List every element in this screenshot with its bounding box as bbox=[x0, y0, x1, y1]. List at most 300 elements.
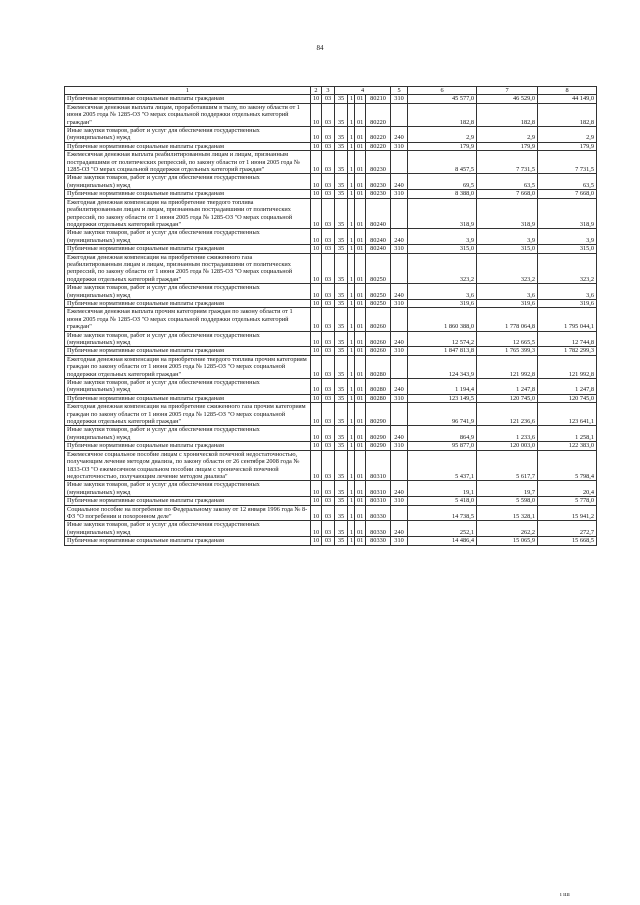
cell-name: Публичные нормативные социальные выплаты гражданам bbox=[65, 537, 311, 545]
cell-c6: 318,9 bbox=[408, 198, 477, 229]
cell-c5: 310 bbox=[391, 347, 408, 355]
cell-c3: 03 bbox=[322, 331, 335, 347]
cell-c4b: 1 bbox=[348, 450, 355, 481]
cell-c3: 03 bbox=[322, 394, 335, 402]
cell-c4c: 01 bbox=[355, 505, 366, 521]
cell-c5: 310 bbox=[391, 497, 408, 505]
cell-c8: 318,9 bbox=[538, 198, 597, 229]
table-row bbox=[65, 95, 597, 103]
page-number: 84 bbox=[316, 44, 324, 52]
cell-c4b: 1 bbox=[348, 229, 355, 245]
cell-c3: 03 bbox=[322, 142, 335, 150]
cell-c5: 310 bbox=[391, 299, 408, 307]
cell-c4c: 01 bbox=[355, 442, 366, 450]
cell-c4a: 35 bbox=[335, 253, 348, 284]
cell-c5: 240 bbox=[391, 284, 408, 300]
cell-c4a: 35 bbox=[335, 103, 348, 126]
cell-c5: 240 bbox=[391, 127, 408, 143]
cell-c3: 03 bbox=[322, 442, 335, 450]
cell-c2: 10 bbox=[311, 442, 322, 450]
cell-c4d: 80210 bbox=[366, 95, 391, 103]
cell-c3: 03 bbox=[322, 174, 335, 190]
cell-c4b: 1 bbox=[348, 284, 355, 300]
cell-c8: 319,6 bbox=[538, 299, 597, 307]
cell-c7: 120 003,0 bbox=[477, 442, 538, 450]
cell-c8: 315,0 bbox=[538, 245, 597, 253]
table-row bbox=[65, 403, 597, 426]
table-row bbox=[65, 299, 597, 307]
cell-c7: 1 233,6 bbox=[477, 426, 538, 442]
cell-c8: 44 149,0 bbox=[538, 95, 597, 103]
cell-c2: 10 bbox=[311, 379, 322, 395]
table-row bbox=[65, 450, 597, 481]
cell-c7: 121 992,8 bbox=[477, 355, 538, 378]
cell-c7: 3,6 bbox=[477, 284, 538, 300]
cell-c8: 323,2 bbox=[538, 253, 597, 284]
cell-c4b: 1 bbox=[348, 355, 355, 378]
table-row bbox=[65, 253, 597, 284]
cell-c7: 323,2 bbox=[477, 253, 538, 284]
cell-c4b: 1 bbox=[348, 299, 355, 307]
cell-c4c: 01 bbox=[355, 347, 366, 355]
cell-c4c: 01 bbox=[355, 103, 366, 126]
cell-c3: 03 bbox=[322, 355, 335, 378]
cell-c6: 179,9 bbox=[408, 142, 477, 150]
cell-c4b: 1 bbox=[348, 379, 355, 395]
cell-c4b: 1 bbox=[348, 103, 355, 126]
cell-c3: 03 bbox=[322, 481, 335, 497]
table-row bbox=[65, 394, 597, 402]
cell-name: Публичные нормативные социальные выплаты гражданам bbox=[65, 394, 311, 402]
cell-c3: 03 bbox=[322, 229, 335, 245]
cell-c7: 63,5 bbox=[477, 174, 538, 190]
cell-name: Иные закупки товаров, работ и услуг для обеспечения государственных (муниципальных) нужд bbox=[65, 521, 311, 537]
cell-c5: 310 bbox=[391, 95, 408, 103]
cell-c2: 10 bbox=[311, 253, 322, 284]
header-cell: 1 bbox=[65, 87, 311, 95]
cell-c7: 319,6 bbox=[477, 299, 538, 307]
cell-c4d: 80230 bbox=[366, 151, 391, 174]
table-row bbox=[65, 229, 597, 245]
cell-c4a: 35 bbox=[335, 308, 348, 331]
header-cell: 4 bbox=[335, 87, 391, 95]
cell-c4b: 1 bbox=[348, 308, 355, 331]
header-cell: 3 bbox=[322, 87, 335, 95]
cell-c3: 03 bbox=[322, 127, 335, 143]
cell-c7: 120 745,0 bbox=[477, 394, 538, 402]
cell-c4b: 1 bbox=[348, 190, 355, 198]
cell-c7: 7 731,5 bbox=[477, 151, 538, 174]
cell-name: Иные закупки товаров, работ и услуг для обеспечения государственных (муниципальных) нужд bbox=[65, 174, 311, 190]
cell-c5 bbox=[391, 253, 408, 284]
cell-c8: 7 731,5 bbox=[538, 151, 597, 174]
cell-c4c: 01 bbox=[355, 198, 366, 229]
cell-c8: 5 778,0 bbox=[538, 497, 597, 505]
table-row bbox=[65, 497, 597, 505]
cell-c4b: 1 bbox=[348, 481, 355, 497]
cell-c4d: 80250 bbox=[366, 253, 391, 284]
cell-c4c: 01 bbox=[355, 379, 366, 395]
cell-c2: 10 bbox=[311, 331, 322, 347]
cell-name: Публичные нормативные социальные выплаты гражданам bbox=[65, 245, 311, 253]
cell-c4a: 35 bbox=[335, 347, 348, 355]
cell-name: Ежемесячное социальное пособие лицам с хронической почечной недостаточностью, получающим лечение методом диализа, по закону области от 26 сентября 2008 года № 1833-ОЗ "О ежемесячном социальном пособии лицам с хронической почечной недостаточностью, получающим лечение методом диализа" bbox=[65, 450, 311, 481]
cell-c2: 10 bbox=[311, 355, 322, 378]
cell-c8: 182,8 bbox=[538, 103, 597, 126]
table-row bbox=[65, 442, 597, 450]
cell-c4b: 1 bbox=[348, 505, 355, 521]
cell-c2: 10 bbox=[311, 537, 322, 545]
cell-c5 bbox=[391, 505, 408, 521]
cell-c7: 3,9 bbox=[477, 229, 538, 245]
table-row bbox=[65, 355, 597, 378]
cell-name: Ежегодная денежная компенсация на приобретение твердого топлива прочим категориям граждан по закону области от 1 июня 2005 года № 1285-ОЗ "О мерах социальной поддержки отдельных категорий граждан" bbox=[65, 355, 311, 378]
cell-c7: 179,9 bbox=[477, 142, 538, 150]
cell-c4b: 1 bbox=[348, 331, 355, 347]
cell-c8: 1 247,8 bbox=[538, 379, 597, 395]
table-row bbox=[65, 284, 597, 300]
cell-c6: 319,6 bbox=[408, 299, 477, 307]
cell-c4d: 80280 bbox=[366, 379, 391, 395]
cell-c4c: 01 bbox=[355, 174, 366, 190]
cell-c5 bbox=[391, 450, 408, 481]
cell-c4c: 01 bbox=[355, 127, 366, 143]
cell-c5: 310 bbox=[391, 537, 408, 545]
cell-c2: 10 bbox=[311, 403, 322, 426]
cell-c4d: 80280 bbox=[366, 355, 391, 378]
cell-c5: 240 bbox=[391, 379, 408, 395]
cell-c5 bbox=[391, 308, 408, 331]
cell-c6: 5 418,0 bbox=[408, 497, 477, 505]
header-cell: 6 bbox=[408, 87, 477, 95]
cell-c4d: 80310 bbox=[366, 481, 391, 497]
cell-c6: 95 877,0 bbox=[408, 442, 477, 450]
cell-c4b: 1 bbox=[348, 245, 355, 253]
cell-c7: 315,0 bbox=[477, 245, 538, 253]
cell-c5: 240 bbox=[391, 229, 408, 245]
cell-c6: 19,1 bbox=[408, 481, 477, 497]
cell-c4d: 80250 bbox=[366, 284, 391, 300]
cell-c4c: 01 bbox=[355, 537, 366, 545]
cell-c6: 1 847 813,8 bbox=[408, 347, 477, 355]
cell-c7: 121 236,6 bbox=[477, 403, 538, 426]
cell-c7: 5 617,7 bbox=[477, 450, 538, 481]
cell-c2: 10 bbox=[311, 521, 322, 537]
cell-name: Публичные нормативные социальные выплаты гражданам bbox=[65, 190, 311, 198]
cell-c4c: 01 bbox=[355, 253, 366, 284]
header-cell: 5 bbox=[391, 87, 408, 95]
cell-c3: 03 bbox=[322, 253, 335, 284]
cell-c6: 252,1 bbox=[408, 521, 477, 537]
cell-c7: 7 668,0 bbox=[477, 190, 538, 198]
cell-c4a: 35 bbox=[335, 521, 348, 537]
cell-c4d: 80260 bbox=[366, 331, 391, 347]
cell-c4c: 01 bbox=[355, 151, 366, 174]
cell-c8: 20,4 bbox=[538, 481, 597, 497]
cell-c5: 240 bbox=[391, 174, 408, 190]
table-row bbox=[65, 331, 597, 347]
cell-c4c: 01 bbox=[355, 142, 366, 150]
cell-c8: 3,9 bbox=[538, 229, 597, 245]
cell-c4c: 01 bbox=[355, 331, 366, 347]
cell-c4c: 01 bbox=[355, 190, 366, 198]
cell-c4d: 80240 bbox=[366, 198, 391, 229]
cell-name: Публичные нормативные социальные выплаты гражданам bbox=[65, 442, 311, 450]
cell-c2: 10 bbox=[311, 229, 322, 245]
cell-name: Социальное пособие на погребение по Федеральному закону от 12 января 1996 года № 8-ФЗ "О погребении и похоронном деле" bbox=[65, 505, 311, 521]
cell-c4c: 01 bbox=[355, 426, 366, 442]
cell-c4a: 35 bbox=[335, 284, 348, 300]
cell-c8: 12 744,8 bbox=[538, 331, 597, 347]
cell-c4c: 01 bbox=[355, 284, 366, 300]
cell-c4b: 1 bbox=[348, 174, 355, 190]
cell-c7: 12 665,5 bbox=[477, 331, 538, 347]
cell-c4b: 1 bbox=[348, 142, 355, 150]
cell-c4a: 35 bbox=[335, 331, 348, 347]
cell-c2: 10 bbox=[311, 95, 322, 103]
cell-c5: 310 bbox=[391, 245, 408, 253]
cell-c7: 262,2 bbox=[477, 521, 538, 537]
table-row bbox=[65, 103, 597, 126]
cell-c4a: 35 bbox=[335, 190, 348, 198]
cell-c7: 1 765 399,3 bbox=[477, 347, 538, 355]
cell-c3: 03 bbox=[322, 426, 335, 442]
cell-c4d: 80230 bbox=[366, 174, 391, 190]
cell-c4a: 35 bbox=[335, 537, 348, 545]
cell-c4d: 80330 bbox=[366, 505, 391, 521]
cell-c7: 46 529,0 bbox=[477, 95, 538, 103]
cell-c7: 15 328,1 bbox=[477, 505, 538, 521]
table-row bbox=[65, 190, 597, 198]
cell-name: Ежемесячная денежная выплата лицам, проработавшим в тылу, по закону области от 1 июня 2005 года № 1285-ОЗ "О мерах социальной поддержки отдельных категорий граждан" bbox=[65, 103, 311, 126]
cell-name: Иные закупки товаров, работ и услуг для обеспечения государственных (муниципальных) нужд bbox=[65, 284, 311, 300]
cell-c2: 10 bbox=[311, 308, 322, 331]
cell-c7: 318,9 bbox=[477, 198, 538, 229]
cell-c4a: 35 bbox=[335, 355, 348, 378]
cell-c6: 323,2 bbox=[408, 253, 477, 284]
cell-c6: 3,9 bbox=[408, 229, 477, 245]
cell-c3: 03 bbox=[322, 245, 335, 253]
cell-c2: 10 bbox=[311, 142, 322, 150]
cell-c3: 03 bbox=[322, 347, 335, 355]
cell-c7: 1 778 064,8 bbox=[477, 308, 538, 331]
cell-c3: 03 bbox=[322, 505, 335, 521]
cell-c3: 03 bbox=[322, 537, 335, 545]
cell-c5: 310 bbox=[391, 142, 408, 150]
cell-c8: 1 258,1 bbox=[538, 426, 597, 442]
table-row bbox=[65, 481, 597, 497]
cell-c7: 5 598,0 bbox=[477, 497, 538, 505]
cell-c4c: 01 bbox=[355, 308, 366, 331]
cell-c7: 2,9 bbox=[477, 127, 538, 143]
cell-c4b: 1 bbox=[348, 127, 355, 143]
cell-c2: 10 bbox=[311, 426, 322, 442]
cell-c4c: 01 bbox=[355, 355, 366, 378]
cell-c7: 182,8 bbox=[477, 103, 538, 126]
table-row bbox=[65, 379, 597, 395]
cell-c7: 15 065,9 bbox=[477, 537, 538, 545]
cell-c7: 1 247,8 bbox=[477, 379, 538, 395]
cell-c3: 03 bbox=[322, 190, 335, 198]
cell-c4c: 01 bbox=[355, 229, 366, 245]
header-cell: 2 bbox=[311, 87, 322, 95]
cell-c2: 10 bbox=[311, 127, 322, 143]
cell-name: Иные закупки товаров, работ и услуг для обеспечения государственных (муниципальных) нужд bbox=[65, 229, 311, 245]
cell-c2: 10 bbox=[311, 299, 322, 307]
cell-c4c: 01 bbox=[355, 403, 366, 426]
cell-c4a: 35 bbox=[335, 403, 348, 426]
cell-c2: 10 bbox=[311, 190, 322, 198]
cell-c4d: 80290 bbox=[366, 442, 391, 450]
cell-c4c: 01 bbox=[355, 450, 366, 481]
cell-c4d: 80240 bbox=[366, 229, 391, 245]
cell-c4b: 1 bbox=[348, 537, 355, 545]
cell-c4a: 35 bbox=[335, 151, 348, 174]
cell-c3: 03 bbox=[322, 497, 335, 505]
cell-c3: 03 bbox=[322, 103, 335, 126]
cell-name: Иные закупки товаров, работ и услуг для обеспечения государственных (муниципальных) нужд bbox=[65, 426, 311, 442]
cell-c2: 10 bbox=[311, 505, 322, 521]
cell-c4a: 35 bbox=[335, 394, 348, 402]
cell-c8: 15 668,5 bbox=[538, 537, 597, 545]
cell-name: Публичные нормативные социальные выплаты гражданам bbox=[65, 142, 311, 150]
cell-c4d: 80220 bbox=[366, 142, 391, 150]
cell-c4a: 35 bbox=[335, 142, 348, 150]
cell-c4d: 80310 bbox=[366, 450, 391, 481]
cell-c6: 69,5 bbox=[408, 174, 477, 190]
table-row bbox=[65, 505, 597, 521]
cell-c5 bbox=[391, 151, 408, 174]
cell-c4b: 1 bbox=[348, 426, 355, 442]
cell-name: Публичные нормативные социальные выплаты гражданам bbox=[65, 347, 311, 355]
cell-c5 bbox=[391, 198, 408, 229]
cell-c4a: 35 bbox=[335, 95, 348, 103]
cell-name: Иные закупки товаров, работ и услуг для обеспечения государственных (муниципальных) нужд bbox=[65, 379, 311, 395]
cell-c2: 10 bbox=[311, 497, 322, 505]
cell-c4b: 1 bbox=[348, 151, 355, 174]
cell-c2: 10 bbox=[311, 245, 322, 253]
cell-c8: 5 798,4 bbox=[538, 450, 597, 481]
cell-name: Публичные нормативные социальные выплаты гражданам bbox=[65, 497, 311, 505]
cell-c4c: 01 bbox=[355, 245, 366, 253]
cell-c5 bbox=[391, 355, 408, 378]
cell-name: Иные закупки товаров, работ и услуг для обеспечения государственных (муниципальных) нужд bbox=[65, 481, 311, 497]
table-row bbox=[65, 245, 597, 253]
cell-c4a: 35 bbox=[335, 245, 348, 253]
cell-c5: 310 bbox=[391, 442, 408, 450]
cell-c4a: 35 bbox=[335, 299, 348, 307]
cell-c4b: 1 bbox=[348, 95, 355, 103]
table-row bbox=[65, 537, 597, 545]
cell-c5: 310 bbox=[391, 190, 408, 198]
cell-c5: 240 bbox=[391, 481, 408, 497]
cell-c6: 14 738,5 bbox=[408, 505, 477, 521]
cell-c4c: 01 bbox=[355, 497, 366, 505]
cell-c3: 03 bbox=[322, 379, 335, 395]
cell-c2: 10 bbox=[311, 198, 322, 229]
cell-c3: 03 bbox=[322, 198, 335, 229]
cell-c4d: 80330 bbox=[366, 537, 391, 545]
cell-c8: 63,5 bbox=[538, 174, 597, 190]
cell-name: Ежемесячная денежная выплата прочим категориям граждан по закону области от 1 июня 2005 года № 1285-ОЗ "О мерах социальной поддержки отдельных категорий граждан" bbox=[65, 308, 311, 331]
cell-c8: 1 782 299,3 bbox=[538, 347, 597, 355]
cell-name: Ежемесячная денежная выплата реабилитированным лицам и лицам, признанным пострадавшими от политических репрессий, по закону области от 1 июня 2005 года № 1285-ОЗ "О мерах социальной поддержки отдельных категорий граждан" bbox=[65, 151, 311, 174]
cell-c4b: 1 bbox=[348, 198, 355, 229]
cell-c6: 315,0 bbox=[408, 245, 477, 253]
cell-c4d: 80330 bbox=[366, 521, 391, 537]
cell-c4a: 35 bbox=[335, 379, 348, 395]
cell-c4a: 35 bbox=[335, 229, 348, 245]
cell-c4d: 80220 bbox=[366, 103, 391, 126]
header-cell: 7 bbox=[477, 87, 538, 95]
cell-c3: 03 bbox=[322, 299, 335, 307]
cell-c6: 45 577,0 bbox=[408, 95, 477, 103]
cell-c3: 03 bbox=[322, 151, 335, 174]
cell-c6: 5 437,1 bbox=[408, 450, 477, 481]
cell-c5: 240 bbox=[391, 426, 408, 442]
cell-name: Ежегодная денежная компенсация на приобретение твердого топлива реабилитированным лицам и лицам, признанным пострадавшими от политических репрессий, по закону области от 1 июня 2005 года № 1285-ОЗ "О мерах социальной поддержки отдельных категорий граждан" bbox=[65, 198, 311, 229]
table-row bbox=[65, 142, 597, 150]
cell-c4a: 35 bbox=[335, 481, 348, 497]
cell-name: Публичные нормативные социальные выплаты гражданам bbox=[65, 299, 311, 307]
cell-c5 bbox=[391, 403, 408, 426]
cell-c2: 10 bbox=[311, 347, 322, 355]
cell-c4c: 01 bbox=[355, 481, 366, 497]
cell-c4b: 1 bbox=[348, 442, 355, 450]
cell-c8: 123 641,1 bbox=[538, 403, 597, 426]
cell-c6: 864,9 bbox=[408, 426, 477, 442]
table-row bbox=[65, 426, 597, 442]
cell-c3: 03 bbox=[322, 308, 335, 331]
cell-c8: 122 383,0 bbox=[538, 442, 597, 450]
cell-c2: 10 bbox=[311, 151, 322, 174]
cell-c4b: 1 bbox=[348, 347, 355, 355]
cell-c4c: 01 bbox=[355, 95, 366, 103]
cell-c6: 182,8 bbox=[408, 103, 477, 126]
header-cell: 8 bbox=[538, 87, 597, 95]
cell-c4d: 80230 bbox=[366, 190, 391, 198]
footer-mark: ı ıııı bbox=[560, 892, 570, 898]
cell-c4d: 80260 bbox=[366, 308, 391, 331]
cell-c4a: 35 bbox=[335, 442, 348, 450]
cell-c4d: 80250 bbox=[366, 299, 391, 307]
table-header-row bbox=[65, 87, 597, 95]
cell-c7: 19,7 bbox=[477, 481, 538, 497]
cell-c4d: 80290 bbox=[366, 426, 391, 442]
table-row bbox=[65, 127, 597, 143]
cell-c4d: 80310 bbox=[366, 497, 391, 505]
cell-c8: 3,6 bbox=[538, 284, 597, 300]
cell-c4b: 1 bbox=[348, 253, 355, 284]
cell-c4c: 01 bbox=[355, 299, 366, 307]
cell-c8: 179,9 bbox=[538, 142, 597, 150]
cell-c6: 8 388,0 bbox=[408, 190, 477, 198]
cell-c8: 1 795 044,1 bbox=[538, 308, 597, 331]
cell-c3: 03 bbox=[322, 95, 335, 103]
budget-table bbox=[64, 86, 597, 546]
cell-c4c: 01 bbox=[355, 394, 366, 402]
cell-c6: 3,6 bbox=[408, 284, 477, 300]
cell-c3: 03 bbox=[322, 284, 335, 300]
cell-c6: 1 194,4 bbox=[408, 379, 477, 395]
table-row bbox=[65, 308, 597, 331]
cell-name: Иные закупки товаров, работ и услуг для обеспечения государственных (муниципальных) нужд bbox=[65, 127, 311, 143]
cell-c6: 14 486,4 bbox=[408, 537, 477, 545]
cell-c4b: 1 bbox=[348, 497, 355, 505]
cell-c2: 10 bbox=[311, 103, 322, 126]
cell-c2: 10 bbox=[311, 394, 322, 402]
cell-c8: 120 745,0 bbox=[538, 394, 597, 402]
